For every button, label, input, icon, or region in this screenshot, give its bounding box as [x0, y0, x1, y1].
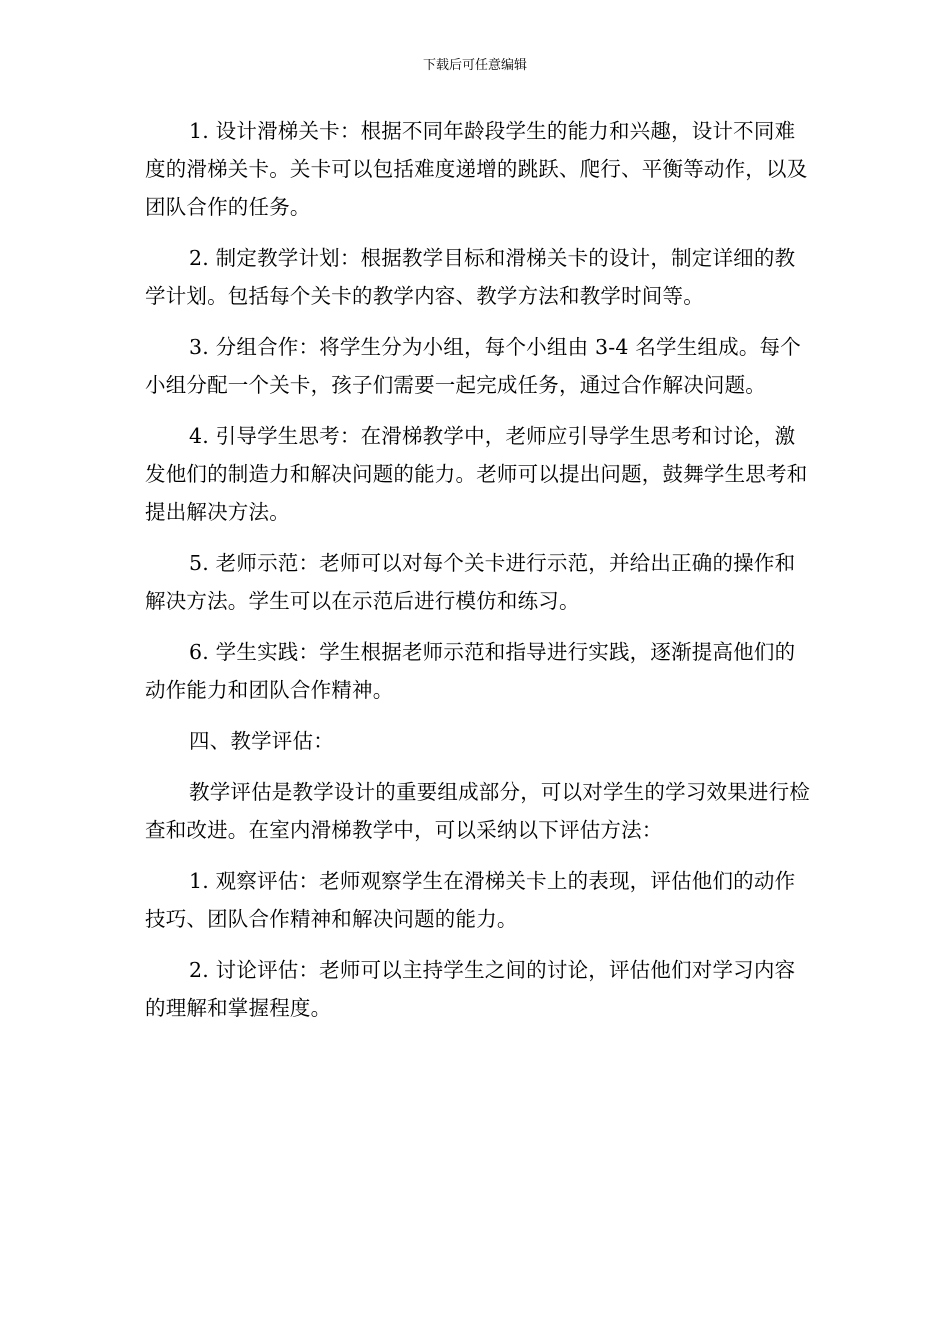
- page-header: 下载后可任意编辑: [422, 58, 527, 73]
- paragraph-evaluation-intro: 教学评估是教学设计的重要组成部分，可以对学生的学习效果进行检查和改进。在室内滑梯教学中，可以采纳以下评估方法：: [145, 780, 810, 842]
- document-body: [145, 112, 810, 1040]
- section-heading-evaluation: 四、教学评估：: [189, 729, 334, 753]
- paragraph-group-work: 3. 分组合作：将学生分为小组，每个小组由 3-4 名学生组成。每个小组分配一个关卡，孩子们需要一起完成任务，通过合作解决问题。: [145, 335, 801, 397]
- paragraph-student-practice: 6. 学生实践：学生根据老师示范和指导进行实践，逐渐提高他们的动作能力和团队合作精神。: [145, 640, 796, 702]
- paragraph-design-levels: 1. 设计滑梯关卡：根据不同年龄段学生的能力和兴趣，设计不同难度的滑梯关卡。关卡可以包括难度递增的跳跃、爬行、平衡等动作，以及团队合作的任务。: [145, 119, 808, 219]
- paragraph-teacher-demo: 5. 老师示范：老师可以对每个关卡进行示范，并给出正确的操作和解决方法。学生可以在示范后进行模仿和练习。: [145, 551, 796, 613]
- paragraph-guide-thinking: 4. 引导学生思考：在滑梯教学中，老师应引导学生思考和讨论，激发他们的制造力和解决问题的能力。老师可以提出问题，鼓舞学生思考和提出解决方法。: [145, 424, 808, 524]
- paragraph-observation-eval: 1. 观察评估：老师观察学生在滑梯关卡上的表现，评估他们的动作技巧、团队合作精神和解决问题的能力。: [145, 869, 796, 931]
- paragraph-teaching-plan: 2. 制定教学计划：根据教学目标和滑梯关卡的设计，制定详细的教学计划。包括每个关卡的教学内容、教学方法和教学时间等。: [145, 246, 796, 308]
- paragraph-discussion-eval: 2. 讨论评估：老师可以主持学生之间的讨论，评估他们对学习内容的理解和掌握程度。: [145, 958, 796, 1020]
